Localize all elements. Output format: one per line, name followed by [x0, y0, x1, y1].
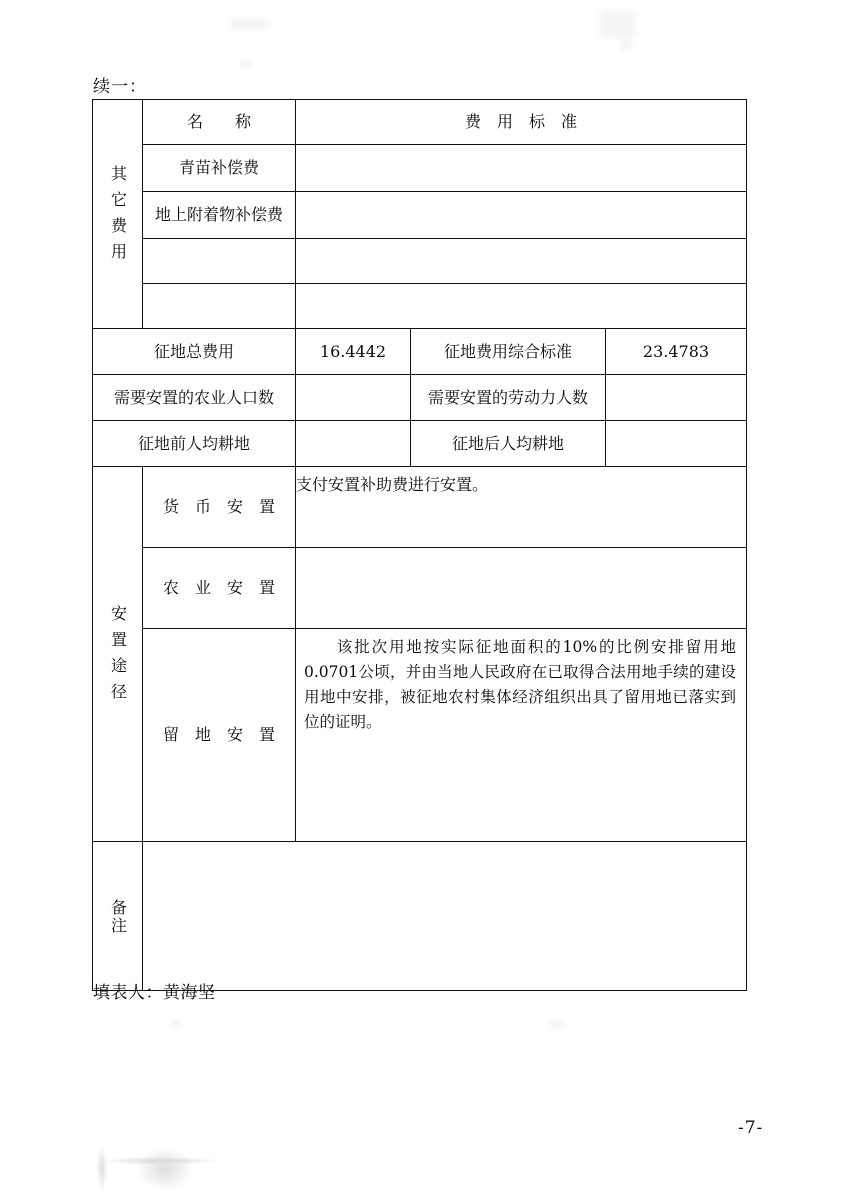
remarks-row-label: 备注	[108, 898, 128, 935]
scan-artifact	[550, 1020, 564, 1030]
resettlement-method-content[interactable]: 支付安置补助费进行安置。	[296, 467, 747, 548]
other-fees-row-label: 其它费用	[108, 164, 128, 269]
resettlement-method-label: 留 地 安 置	[143, 629, 296, 842]
header-name-cell: 名 称	[143, 100, 296, 145]
post-acquisition-farmland-label: 征地后人均耕地	[411, 421, 606, 467]
fee-item-standard[interactable]	[296, 239, 747, 284]
fee-item-name: 青苗补偿费	[143, 145, 296, 192]
table-row	[93, 375, 747, 421]
total-cost-value[interactable]: 16.4442	[296, 329, 411, 375]
scan-artifact	[600, 10, 636, 38]
table-row	[93, 548, 747, 629]
table-row	[93, 239, 747, 284]
table-row	[93, 284, 747, 329]
resettlement-method-label: 农 业 安 置	[143, 548, 296, 629]
land-acquisition-form-table	[92, 99, 747, 991]
pre-acquisition-farmland-value[interactable]	[296, 421, 411, 467]
remarks-row-label-cell	[93, 842, 143, 991]
table-row	[93, 467, 747, 548]
labor-population-value[interactable]	[606, 375, 747, 421]
land-reserve-paragraph	[296, 629, 746, 741]
labor-population-label: 需要安置的劳动力人数	[411, 375, 606, 421]
fee-item-name[interactable]	[143, 239, 296, 284]
post-acquisition-farmland-value[interactable]	[606, 421, 747, 467]
resettlement-method-content[interactable]	[296, 548, 747, 629]
fee-item-standard[interactable]	[296, 145, 747, 192]
table-row	[93, 192, 747, 239]
header-standard-cell: 费 用 标 准	[296, 100, 747, 145]
fee-item-name: 地上附着物补偿费	[143, 192, 296, 239]
table-row	[93, 100, 747, 145]
page-number: -7-	[738, 1118, 764, 1138]
continuation-label: 续一：	[93, 77, 147, 97]
resettlement-row-label: 安置途径	[108, 604, 128, 709]
fee-item-name[interactable]	[143, 284, 296, 329]
fee-item-standard[interactable]	[296, 284, 747, 329]
resettlement-method-label: 货 币 安 置	[143, 467, 296, 548]
resettlement-row-label-cell	[93, 467, 143, 842]
table-row	[93, 842, 747, 991]
form-filler-signature: 填表人：黄海坚	[93, 983, 216, 1003]
pre-acquisition-farmland-label: 征地前人均耕地	[93, 421, 296, 467]
table-row	[93, 421, 747, 467]
total-cost-label: 征地总费用	[93, 329, 296, 375]
resettlement-method-content-cell[interactable]	[296, 629, 747, 842]
scan-smudge	[30, 1135, 280, 1197]
table-row	[93, 329, 747, 375]
scan-artifact	[170, 1020, 182, 1030]
other-fees-row-label-cell	[93, 100, 143, 329]
land-reserve-paragraph-text: 该批次用地按实际征地面积的10%的比例安排留用地0.0701公顷，并由当地人民政府在已取得合法用地手续的建设用地中安排，被征地农村集体经济组织出具了留用地已落实到位的证明。	[304, 638, 736, 732]
agri-population-value[interactable]	[296, 375, 411, 421]
remarks-content[interactable]	[143, 842, 747, 991]
comprehensive-standard-value[interactable]: 23.4783	[606, 329, 747, 375]
fee-item-standard[interactable]	[296, 192, 747, 239]
scan-artifact	[230, 18, 270, 30]
table-row	[93, 629, 747, 842]
scan-artifact	[620, 40, 632, 50]
agri-population-label: 需要安置的农业人口数	[93, 375, 296, 421]
scan-artifact	[240, 60, 250, 68]
table-row	[93, 145, 747, 192]
comprehensive-standard-label: 征地费用综合标准	[411, 329, 606, 375]
